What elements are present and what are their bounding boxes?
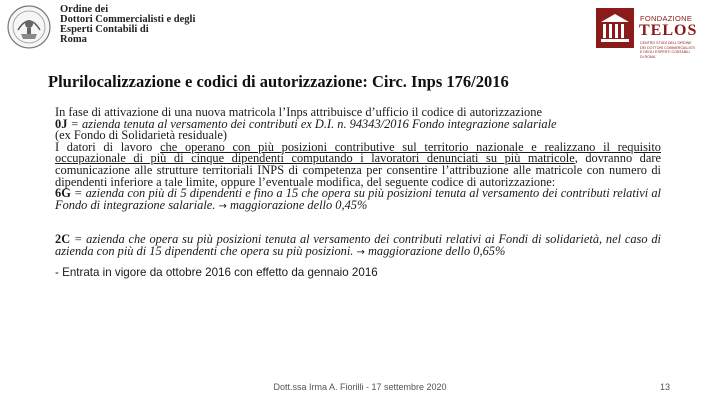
fondazione-label: FONDAZIONE (640, 14, 693, 23)
order-seal-icon (6, 4, 52, 50)
page-number: 13 (659, 382, 670, 392)
code-0j-note: (ex Fondo di Solidarietà residuale) (55, 128, 228, 143)
code-2c-paragraph (55, 234, 661, 258)
fondazione-sub-4: DI ROMA (640, 54, 656, 59)
telos-brand: TELOS (639, 22, 698, 39)
ordine-line-4: Roma (60, 34, 87, 45)
code-6g-result: maggiorazione dello 0,45% (226, 197, 368, 212)
arrow-right-icon: → (356, 246, 365, 258)
fondazione-sub-2: DEI DOTTORI COMMERCIALISTI (640, 45, 696, 50)
fondazione-sub-3: E DEGLI ESPERTI CONTABILI (640, 50, 691, 55)
ordine-line-2: Dottori Commercialisti e degli (60, 14, 196, 25)
intro-paragraph: In fase di attivazione di una nuova matricola l’Inps attribuisce d’ufficio il codice di autorizzazione (55, 105, 542, 119)
arrow-right-icon: → (218, 200, 227, 212)
spacer (55, 212, 661, 234)
footer-author: Dott.ssa Irma A. Fiorilli - 17 settembre 2020 (273, 382, 447, 392)
code-2c-label: 2C (55, 232, 71, 247)
ordine-logo (6, 4, 206, 50)
datori-underlined: che operano con più posizioni contributive sul territorio nazionale e realizzano il requisito occupazionale di più di cinque dipendenti computando i lavoratori denunciati su più matricole (55, 139, 661, 166)
datori-after: , dovranno dare comunicazione alle strutture territoriali INPS di competenza per consentire l’attribuzione alle matricole con numero di dipendenti inferiore a tale limite, oppure l’eventuale modifica, del seguente codice di autorizzazione: (55, 151, 661, 189)
fondazione-subtitle (640, 41, 714, 59)
code-6g-text: = azienda con più di 5 dipendenti e fino a 15 che opera su più posizioni tenuta al versamento dei contributi relativi al Fondo di integrazione salariale. (55, 186, 661, 212)
code-2c-text: = azienda che opera su più posizioni tenuta al versamento dei contributi relativi ai Fondi di solidarietà, nel caso di azienda con più di 15 dipendenti che opera su più posizioni. (55, 232, 661, 258)
code-2c-result: maggiorazione dello 0,65% (364, 243, 506, 258)
ordine-name (60, 5, 195, 45)
code-0j-label: 0J (55, 116, 68, 131)
slide-title: Plurilocalizzazione e codici di autorizzazione: Circ. Inps 176/2016 (48, 72, 509, 91)
datori-before: I datori di lavoro (55, 139, 161, 154)
fondazione-sub-1: CENTRO STUDI DELL'ORDINE (640, 41, 692, 45)
ordine-line-3: Esperti Contabili di (60, 24, 149, 35)
datori-paragraph (55, 139, 661, 189)
ordine-line-1: Ordine dei (60, 4, 109, 15)
temple-icon (596, 8, 634, 48)
slide-body (55, 107, 661, 278)
entrata-in-vigore: - Entrata in vigore da ottobre 2016 con effetto da gennaio 2016 (55, 265, 378, 279)
code-0j-text: = azienda tenuta al versamento dei contributi ex D.I. n. 94343/2016 Fondo integrazione salariale (67, 116, 557, 131)
code-6g-paragraph (55, 188, 661, 212)
code-6g-label: 6G (55, 186, 71, 201)
fondazione-telos-logo (596, 8, 716, 62)
